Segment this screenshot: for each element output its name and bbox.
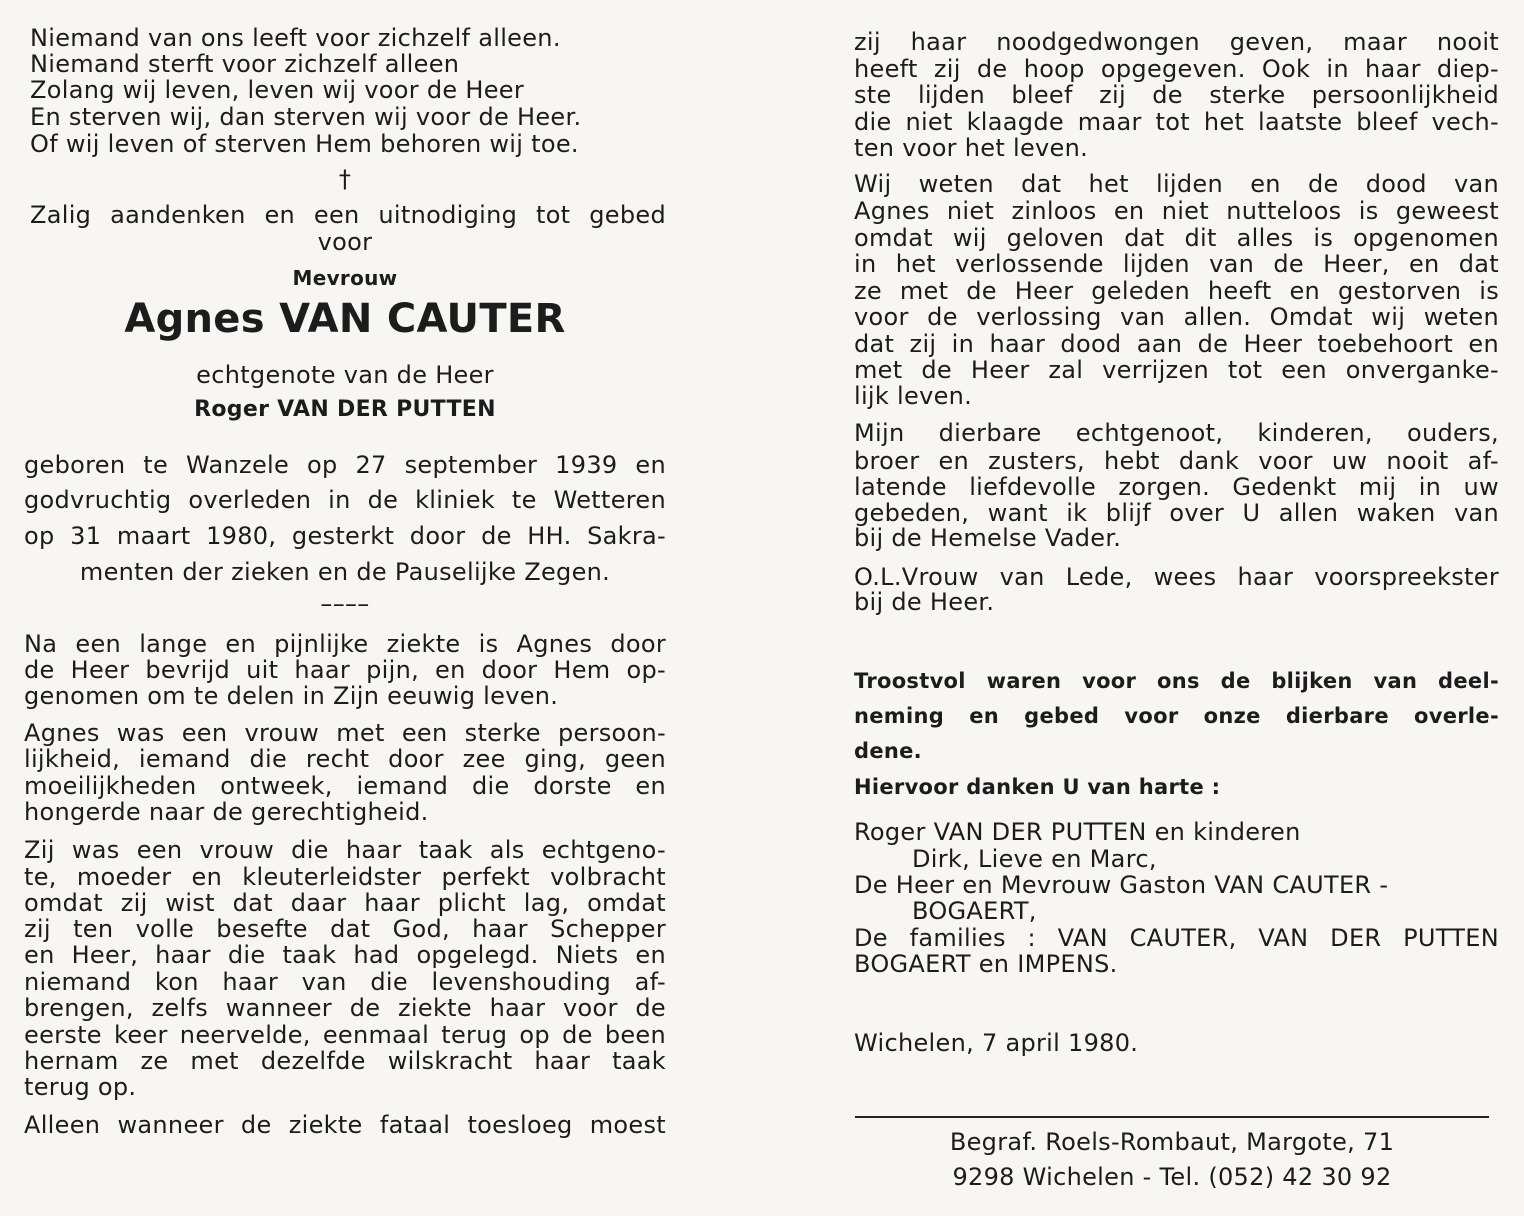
poem-line: Niemand van ons leeft voor zichzelf alleen. (30, 24, 561, 52)
body-line: Alleen wanneer de ziekte fataal toesloeg moest (24, 1111, 666, 1139)
body-line: moeilijkheden ontweek, iemand die dorste en (24, 772, 666, 800)
footer-divider (855, 1116, 1489, 1118)
body-line: voor de verlossing van allen. Omdat wij weten (854, 303, 1499, 331)
body-line: gebeden, want ik blijf over U allen waken van (854, 499, 1499, 527)
body-line: O.L.Vrouw van Lede, wees haar voorspreekster (854, 563, 1499, 591)
birth-death-line: op 31 maart 1980, gesterkt door de HH. Sakra- (24, 522, 666, 550)
thanks-line: dene. (854, 739, 922, 763)
body-line: hongerde naar de gerechtigheid. (24, 798, 429, 826)
birth-death-line: menten der zieken en de Pauselijke Zegen. (79, 558, 611, 586)
spouse-intro: echtgenote van de Heer (196, 361, 494, 389)
separator: –––– (320, 590, 370, 618)
body-line: eerste keer neervelde, eenmaal terug op de been (24, 1021, 666, 1049)
spouse-name: Roger VAN DER PUTTEN (194, 397, 496, 422)
thanks-line: neming en gebed voor onze dierbare overle- (854, 704, 1499, 728)
body-line: terug op. (24, 1073, 137, 1101)
poem-line: Of wij leven of sterven Hem behoren wij toe. (30, 130, 579, 158)
body-line: brengen, zelfs wanneer de ziekte haar voor de (24, 994, 666, 1022)
body-line: de Heer bevrijd uit haar pijn, en door Hem op- (24, 656, 666, 684)
birth-death-line: geboren te Wanzele op 27 september 1939 en (24, 451, 666, 479)
thanks-line: Hiervoor danken U van harte : (854, 775, 1221, 799)
body-line: heeft zij de hoop opgegeven. Ook in haar diep- (854, 55, 1499, 83)
body-line: broer en zusters, hebt dank voor uw nooit af- (854, 447, 1499, 475)
body-line: lijk leven. (854, 382, 973, 410)
body-line: die niet klaagde maar tot het laatste bleef vech- (854, 108, 1499, 136)
body-line: bij de Heer. (854, 588, 995, 616)
body-line: Agnes was een vrouw met een sterke persoon- (24, 719, 666, 747)
undertaker-line: Begraf. Roels-Rombaut, Margote, 71 (949, 1128, 1395, 1156)
undertaker-line: 9298 Wichelen - Tel. (052) 42 30 92 (952, 1163, 1392, 1191)
body-line: zij haar noodgedwongen geven, maar nooit (854, 28, 1499, 56)
body-line: ten voor het leven. (854, 134, 1089, 162)
body-line: lijkheid, iemand die recht door zee ging, geen (24, 745, 666, 773)
body-line: Mijn dierbare echtgenoot, kinderen, ouders, (854, 419, 1499, 447)
body-line: zij ten volle besefte dat God, haar Schepper (24, 915, 666, 943)
body-line: omdat wij geloven dat dit alles is opgenomen (854, 224, 1499, 252)
body-line: Zij was een vrouw die haar taak als echtgeno- (24, 836, 666, 864)
body-line: niemand kon haar van die levenshouding af- (24, 968, 666, 996)
family-line: BOGAERT en IMPENS. (854, 950, 1118, 978)
body-line: genomen om te delen in Zijn eeuwig leven. (24, 682, 559, 710)
family-line: Dirk, Lieve en Marc, (912, 845, 1157, 873)
body-line: Na een lange en pijnlijke ziekte is Agnes door (24, 630, 666, 658)
poem-line: Niemand sterft voor zichzelf alleen (30, 50, 460, 78)
place-date: Wichelen, 7 april 1980. (854, 1029, 1139, 1057)
body-line: omdat zij wist dat daar haar plicht lag, omdat (24, 889, 666, 917)
remembrance-line: voor (317, 228, 373, 256)
body-line: te, moeder en kleuterleidster perfekt volbracht (24, 863, 666, 891)
family-line: De families : VAN CAUTER, VAN DER PUTTEN (854, 924, 1499, 952)
body-line: Wij weten dat het lijden en de dood van (854, 170, 1499, 198)
poem-line: Zolang wij leven, leven wij voor de Heer (30, 76, 525, 104)
body-line: ze met de Heer geleden heeft en gestorven is (854, 277, 1499, 305)
body-line: bij de Hemelse Vader. (854, 524, 1122, 552)
family-line: Roger VAN DER PUTTEN en kinderen (854, 818, 1301, 846)
body-line: in het verlossende lijden van de Heer, en dat (854, 250, 1499, 278)
birth-death-line: godvruchtig overleden in de kliniek te Wetteren (24, 486, 666, 514)
body-line: hernam ze met dezelfde wilskracht haar taak (24, 1047, 666, 1075)
body-line: met de Heer zal verrijzen tot een onverganke- (854, 356, 1499, 384)
body-line: en Heer, haar die taak had opgelegd. Niets en (24, 941, 666, 969)
body-line: latende liefdevolle zorgen. Gedenkt mij in uw (854, 473, 1499, 501)
body-line: dat zij in haar dood aan de Heer toebehoort en (854, 330, 1499, 358)
remembrance-line: Zalig aandenken en een uitnodiging tot gebed (30, 201, 666, 229)
body-line: Agnes niet zinloos en niet nutteloos is geweest (854, 197, 1499, 225)
deceased-name: Agnes VAN CAUTER (124, 296, 566, 342)
family-line: BOGAERT, (912, 897, 1037, 925)
family-line: De Heer en Mevrouw Gaston VAN CAUTER - (854, 871, 1389, 899)
poem-line: En sterven wij, dan sterven wij voor de Heer. (30, 103, 582, 131)
title-prefix: Mevrouw (292, 266, 398, 290)
cross-symbol: † (338, 165, 352, 193)
thanks-line: Troostvol waren voor ons de blijken van deel- (854, 669, 1499, 693)
body-line: ste lijden bleef zij de sterke persoonlijkheid (854, 81, 1499, 109)
